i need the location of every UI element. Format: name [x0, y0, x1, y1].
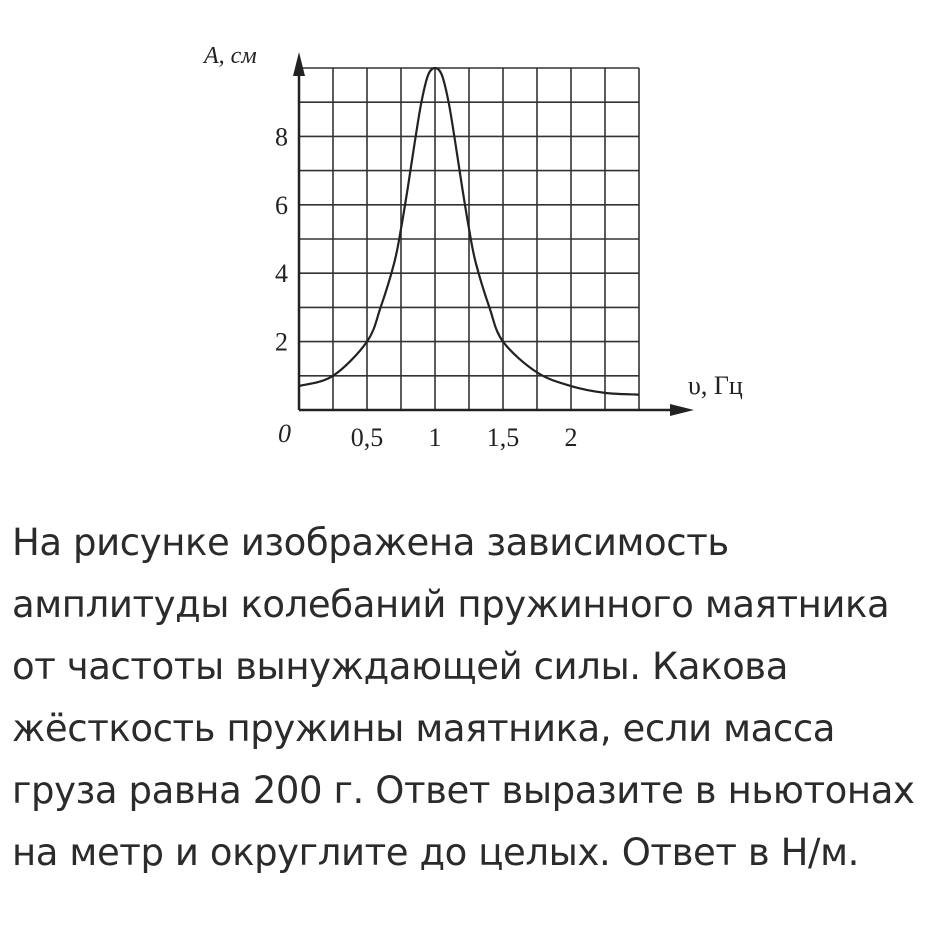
x-tick-label: 0,5	[350, 423, 384, 452]
x-tick-label: 1,5	[486, 423, 520, 452]
x-tick-label: 1	[428, 423, 442, 452]
y-tick-label: 2	[275, 327, 288, 357]
x-axis-arrow	[670, 404, 694, 416]
x-axis-label: υ, Гц	[688, 371, 743, 400]
resonance-chart	[0, 0, 950, 470]
chart-grid	[299, 68, 639, 410]
y-tick-label: 6	[275, 190, 288, 220]
problem-text: На рисунке изображена зависимость амплитуды колебаний пружинного маятника от частоты вынуждающей силы. Какова жёсткость пружины маятника, если масса груза равна 200 г. Ответ выразите в ньютонах на метр и округлите до целых. Ответ в Н/м.	[12, 521, 915, 874]
y-tick-label: 8	[275, 122, 288, 152]
y-tick-label: 4	[275, 259, 288, 289]
origin-label: 0	[278, 419, 291, 448]
y-axis-arrow	[293, 52, 305, 76]
x-tick-label: 2	[564, 423, 578, 452]
chart-axes	[293, 52, 694, 416]
y-axis-label: A, см	[204, 43, 257, 69]
